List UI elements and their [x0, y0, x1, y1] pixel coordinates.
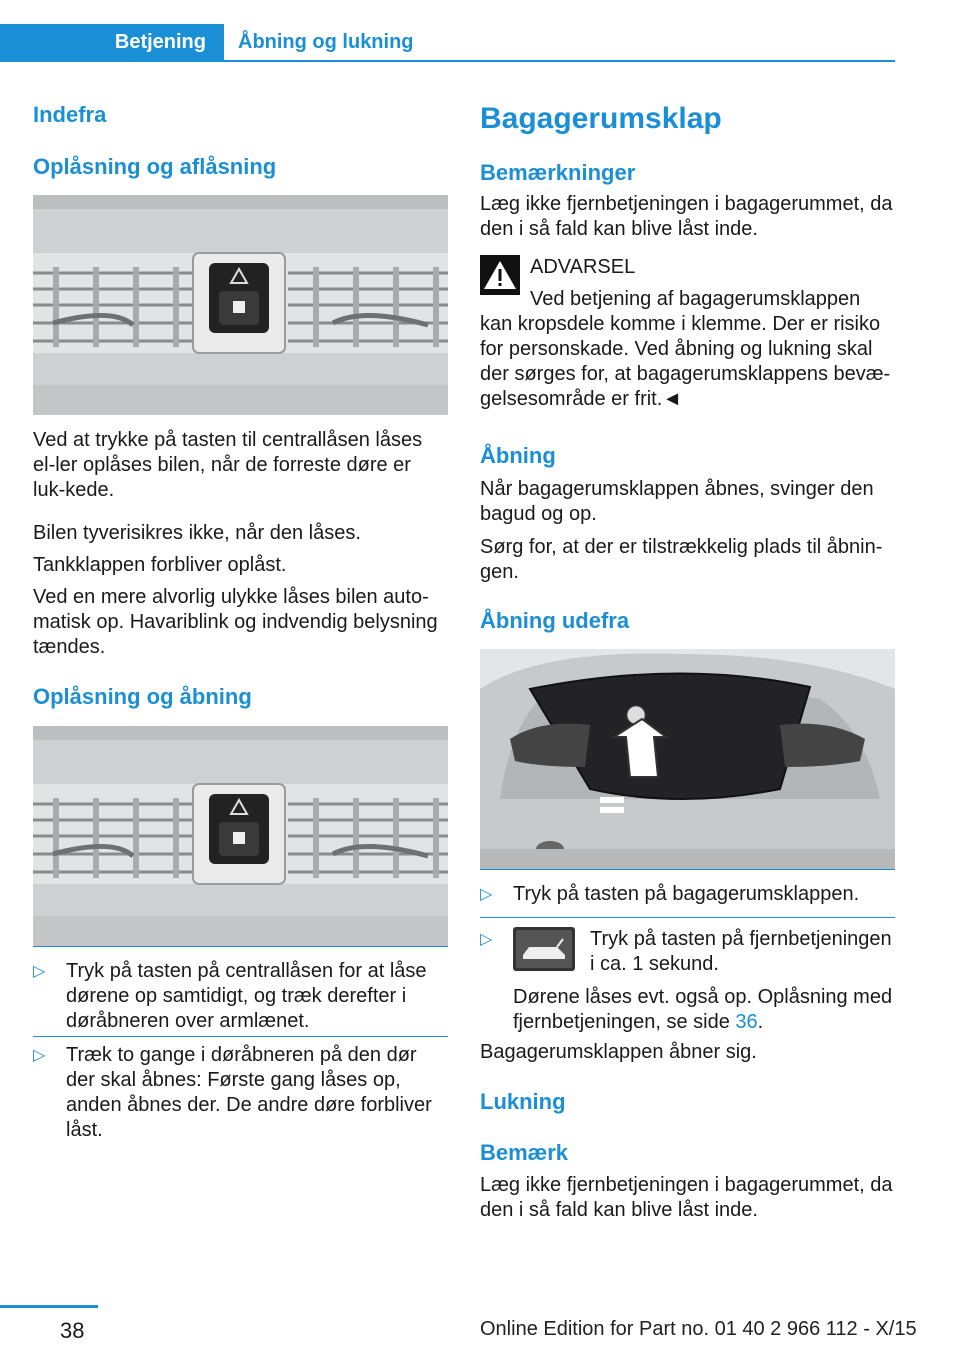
paragraph-remote-note: Læg ikke fjernbetjeningen i bagagerummet, da den i så fald kan blive låst inde.	[480, 193, 893, 240]
triangle-bullet-icon: ▷	[33, 963, 46, 980]
list-item: ▷ Træk to gange i døråbneren på den dør der skal åbnes: Første gang låses op, anden åbnes der. De andre døre forbliver låst.	[33, 1044, 432, 1141]
paragraph-space: Sørg for, at der er tilstrækkelig plads til åbnin-gen.	[480, 536, 883, 583]
triangle-bullet-icon: ▷	[480, 886, 493, 903]
header-tabs	[0, 24, 895, 62]
heading-bemaerkninger: Bemærkninger	[480, 160, 636, 185]
header-rule	[0, 60, 895, 62]
paragraph-trunk-opens: Bagagerumsklappen åbner sig.	[480, 1041, 757, 1063]
heading-indefra: Indefra	[33, 102, 107, 127]
paragraph-fuel-flap: Tankklappen forbliver oplåst.	[33, 554, 287, 576]
list-item: ▷ Tryk på tasten på fjernbetjeningen i ca. 1 sekund. Dørene låses evt. også op. Oplåsning med fjernbetjeningen, se side 36.	[480, 927, 895, 1035]
page-number-rule	[0, 1305, 98, 1308]
page-number: 38	[60, 1318, 85, 1343]
footer-edition: Online Edition for Part no. 01 40 2 966 112 - X/15	[480, 1318, 917, 1340]
triangle-bullet-icon: ▷	[33, 1047, 46, 1064]
figure-central-lock-button-1	[33, 195, 448, 415]
tab-abning-og-lukning[interactable]: Åbning og lukning	[238, 31, 414, 53]
figure-trunk-lid	[480, 649, 895, 869]
list-item: ▷ Tryk på tasten på centrallåsen for at låse dørene op samtidigt, og træk derefter i døråbneren over armlænet.	[33, 960, 427, 1032]
warning-block	[480, 255, 895, 410]
page-link-36[interactable]: 36	[735, 1011, 758, 1033]
heading-abning: Åbning	[480, 443, 556, 468]
list-separator	[33, 946, 448, 947]
remote-unlock-note: Dørene låses evt. også op. Oplåsning med fjernbetjeningen, se side 36.	[513, 986, 893, 1033]
tab-betjening[interactable]: Betjening	[0, 24, 224, 60]
paragraph-lock-description: Ved at trykke på tasten til centrallåsen låses el-ler oplåses bilen, når de forreste døre er luk-kede.	[33, 429, 423, 501]
figure-central-lock-button-2	[33, 726, 448, 946]
triangle-bullet-icon: ▷	[480, 931, 493, 948]
paragraph-not-theft-protected: Bilen tyverisikres ikke, når den låses.	[33, 522, 361, 544]
heading-abning-udefra: Åbning udefra	[480, 608, 630, 633]
warning-text: Ved betjening af bagagerumsklappen kan kropsdele komme i klemme. Der er risiko for personskade. Ved åbning og lukning skal der sørges for, at bagagerumsklappens bevæ-gelsesområde er frit.◄	[480, 288, 891, 410]
warning-title: ADVARSEL	[530, 256, 636, 278]
heading-bemaerk: Bemærk	[480, 1140, 569, 1165]
heading-oplasning-aflasning: Oplåsning og aflåsning	[33, 154, 277, 179]
heading-bagagerumsklap: Bagagerumsklap	[480, 102, 722, 135]
list-separator	[480, 917, 895, 918]
remote-trunk-button-icon	[513, 927, 575, 971]
heading-lukning: Lukning	[480, 1089, 566, 1114]
list-separator	[480, 869, 895, 870]
list-item: ▷ Tryk på tasten på bagagerumsklappen.	[480, 883, 860, 905]
paragraph-remote-note-closing: Læg ikke fjernbetjeningen i bagagerummet, da den i så fald kan blive låst inde.	[480, 1174, 893, 1221]
list-separator	[33, 1036, 448, 1037]
paragraph-accident-unlock: Ved en mere alvorlig ulykke låses bilen auto-matisk op. Havariblink og indvendig belysning tændes.	[33, 586, 438, 658]
heading-oplasning-abning: Oplåsning og åbning	[33, 684, 252, 709]
paragraph-swings: Når bagagerumsklappen åbnes, svinger den bagud og op.	[480, 478, 874, 525]
